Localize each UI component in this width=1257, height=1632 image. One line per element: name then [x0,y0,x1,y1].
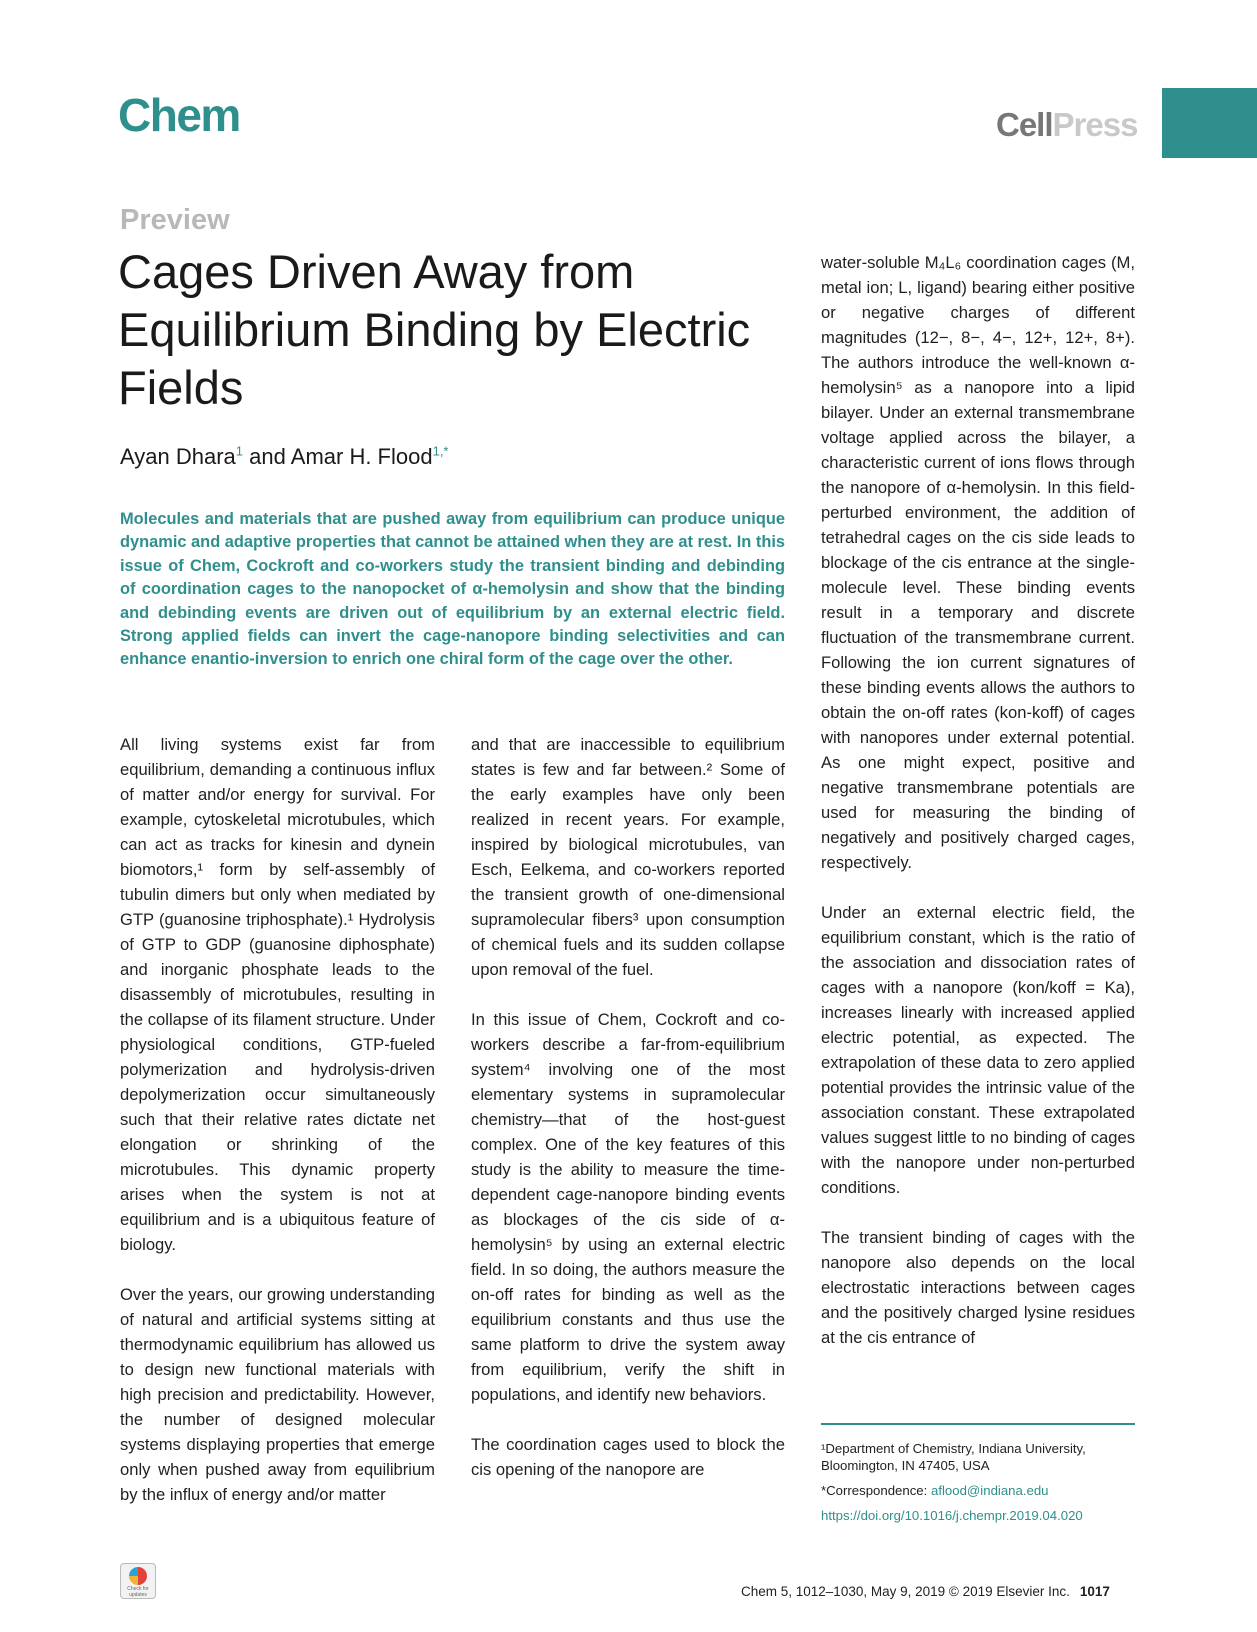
email-link[interactable]: aflood@indiana.edu [930,1483,1049,1498]
footnote-divider [821,1423,1135,1425]
footnotes [821,1440,1141,1532]
author-joiner: and [249,444,286,469]
article-title: Cages Driven Away from Equilibrium Binding by Electric Fields [118,245,751,414]
doi-link[interactable]: https://doi.org/10.1016/j.chempr.2019.04.020 [821,1508,1083,1523]
correspondence-label: *Correspondence: [821,1483,928,1498]
journal-logo: Chem [118,89,240,141]
body-column-2 [471,732,785,1507]
author-list [120,443,449,469]
body-paragraph: In this issue of Chem, Cockroft and co-workers describe a far-from-equilibrium system⁴ involving one of the most elementary systems in supramolecular chemistry—that of the host-guest complex. One of the key features of this study is the ability to measure the time-dependent cage-nanopore binding events as blockages of the cis side of α-hemolysin⁵ by using an external electric field. In so doing, the authors measure the on-off rates for binding as well as the equilibrium constants and thus use the same platform to drive the system away from equilibrium, verify the shift in populations, and identify new behaviors. [471,1010,785,1404]
check-for-updates-label: Check for updates [127,1586,149,1598]
article-type-label: Preview [120,204,230,236]
page-footer [741,1585,1110,1599]
author-name: Amar H. Flood [290,444,433,469]
body-paragraph: water-soluble M₄L₆ coordination cages (M, metal ion; L, ligand) bearing either positive or negative charges of different magnitudes (12−, 8−, 4−, 12+, 12+, 8+). The authors introduce the well-known α-hemolysin⁵ as a nanopore into a lipid bilayer. Under an external transmembrane voltage applied across the bilayer, a characteristic current of ions flows through the nanopore of α-hemolysin. In this field-perturbed environment, the addition of tetrahedral cages on the cis side leads to blockage of the cis entrance at the single-molecule level. These binding events result in a temporary and discrete fluctuation of the transmembrane current. Following the ion current signatures of these binding events allows the authors to obtain the on-off rates (kon-koff) of cages with nanopores under external potential. As one might expect, positive and negative transmembrane potentials are used for measuring the binding of negatively and positively charged cages, respectively. [821,253,1135,872]
body-column-1 [120,732,435,1532]
body-paragraph: All living systems exist far from equilibrium, demanding a continuous influx of matter and/or energy for survival. For example, cytoskeletal microtubules, which can act as tracks for kinesin and dynein biomotors,¹ form by self-assembly of tubulin dimers but only when mediated by GTP (guanosine triphosphate).¹ Hydrolysis of GTP to GDP (guanosine diphosphate) and inorganic phosphate leads to the disassembly of microtubules, resulting in the collapse of its filament structure. Under physiological conditions, GTP-fueled polymerization and hydrolysis-driven depolymerization occur simultaneously such that their relative rates dictate net elongation or shrinking of the microtubules. This dynamic property arises when the system is not at equilibrium and is a ubiquitous feature of biology. [120,735,435,1254]
publisher-logo-part2: Press [1052,106,1138,143]
publisher-logo [996,108,1137,141]
abstract: Molecules and materials that are pushed away from equilibrium can produce unique dynamic and adaptive properties that cannot be attained when they are at rest. In this issue of Chem, Cockroft and co-workers study the transient binding and debinding of coordination cages to the nanopocket of α-hemolysin and show that the binding and debinding events are driven out of equilibrium by an external electric field. Strong applied fields can invert the cage-nanopore binding selectivities and can enhance enantio-inversion to enrich one chiral form of the cage over the other. [120,510,785,669]
publisher-logo-part1: Cell [996,106,1053,143]
body-paragraph: Over the years, our growing understanding of natural and artificial systems sitting at thermodynamic equilibrium has allowed us to design new functional materials with high precision and predictability. However, the number of designed molecular systems displaying properties that emerge only when pushed away from equilibrium by the influx of energy and/or matter [120,1285,435,1504]
body-column-3 [821,250,1135,1375]
page-number: 1017 [1079,1584,1110,1599]
corner-accent-tab [1162,88,1257,158]
correspondence-note [821,1482,1141,1499]
body-paragraph: The transient binding of cages with the nanopore also depends on the local electrostatic interactions between cages and the positively charged lysine residues at the cis entrance of [821,1228,1135,1347]
affiliation-note: ¹Department of Chemistry, Indiana University, Bloomington, IN 47405, USA [821,1441,1086,1473]
body-paragraph: and that are inaccessible to equilibrium states is few and far between.² Some of the early examples have only been realized in recent years. For example, inspired by biological microtubules, van Esch, Eelkema, and co-workers reported the transient growth of one-dimensional supramolecular fibers³ upon consumption of chemical fuels and its sudden collapse upon removal of the fuel. [471,735,785,979]
body-paragraph: The coordination cages used to block the cis opening of the nanopore are [471,1435,785,1479]
author-affiliation-mark: 1 [235,443,244,459]
check-for-updates-icon[interactable] [120,1563,156,1599]
citation-line: Chem 5, 1012–1030, May 9, 2019 © 2019 Elsevier Inc. [741,1584,1070,1599]
author-affiliation-mark: 1,* [432,443,449,459]
author-name: Ayan Dhara [120,444,236,469]
body-paragraph: Under an external electric field, the equilibrium constant, which is the ratio of the association and dissociation rates of cages with a nanopore (kon/koff = Ka), increases linearly with increased applied electric potential, as expected. The extrapolation of these data to zero applied potential provides the intrinsic value of the association constant. These extrapolated values suggest little to no binding of cages with the nanopore under non-perturbed conditions. [821,903,1135,1197]
